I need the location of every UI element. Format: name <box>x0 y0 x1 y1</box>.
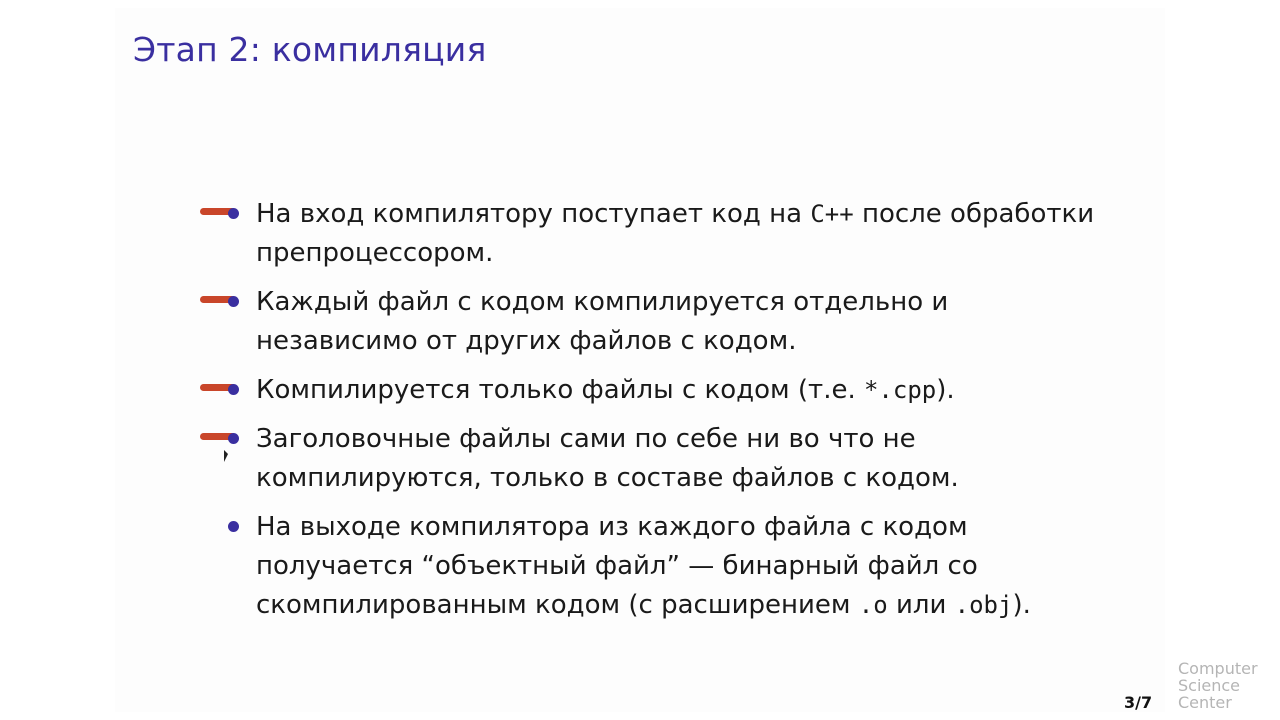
bullet-dot-icon <box>228 296 239 307</box>
code-text: .o <box>858 591 888 619</box>
bullet-item <box>200 195 1100 273</box>
bullet-text: На выходе компилятора из каждого файла с кодом получается “объектный файл” — бинарный файл со скомпилированным кодом (с расширением <box>256 512 978 620</box>
bullet-item <box>200 283 1100 361</box>
bullet-item <box>200 508 1100 625</box>
bullet-text: Заголовочные файлы сами по себе ни во что не компилируются, только в составе файлов с кодом. <box>256 424 959 493</box>
logo-line: Computer <box>1178 659 1258 678</box>
bullet-text: На вход компилятору поступает код на <box>256 199 811 229</box>
bullet-dot-icon <box>228 521 239 532</box>
bullet-dot-icon <box>228 384 239 395</box>
code-text: C++ <box>810 200 854 228</box>
bullet-text: после обработки препроцессором. <box>256 199 1095 268</box>
bullet-text: или <box>887 590 955 620</box>
mouse-cursor-icon <box>224 450 228 462</box>
bullet-dot-icon <box>228 433 239 444</box>
logo-line: Center <box>1178 693 1232 712</box>
bullet-dot-icon <box>228 208 239 219</box>
bullet-item <box>200 420 1100 498</box>
page-number: 3/7 <box>1124 693 1153 712</box>
code-text: *.cpp <box>863 376 937 404</box>
bullet-list <box>200 195 1100 635</box>
bullet-item <box>200 371 1100 410</box>
code-text: .obj <box>954 591 1013 619</box>
csc-logo <box>1178 660 1258 711</box>
bullet-text: Компилируется только файлы с кодом (т.е. <box>256 375 864 405</box>
logo-line: Science <box>1178 676 1241 695</box>
bullet-text: ). <box>1012 590 1031 620</box>
bullet-text: ). <box>936 375 955 405</box>
bullet-text: Каждый файл с кодом компилируется отдельно и независимо от других файлов с кодом. <box>256 287 949 356</box>
slide-title: Этап 2: компиляция <box>133 30 487 69</box>
